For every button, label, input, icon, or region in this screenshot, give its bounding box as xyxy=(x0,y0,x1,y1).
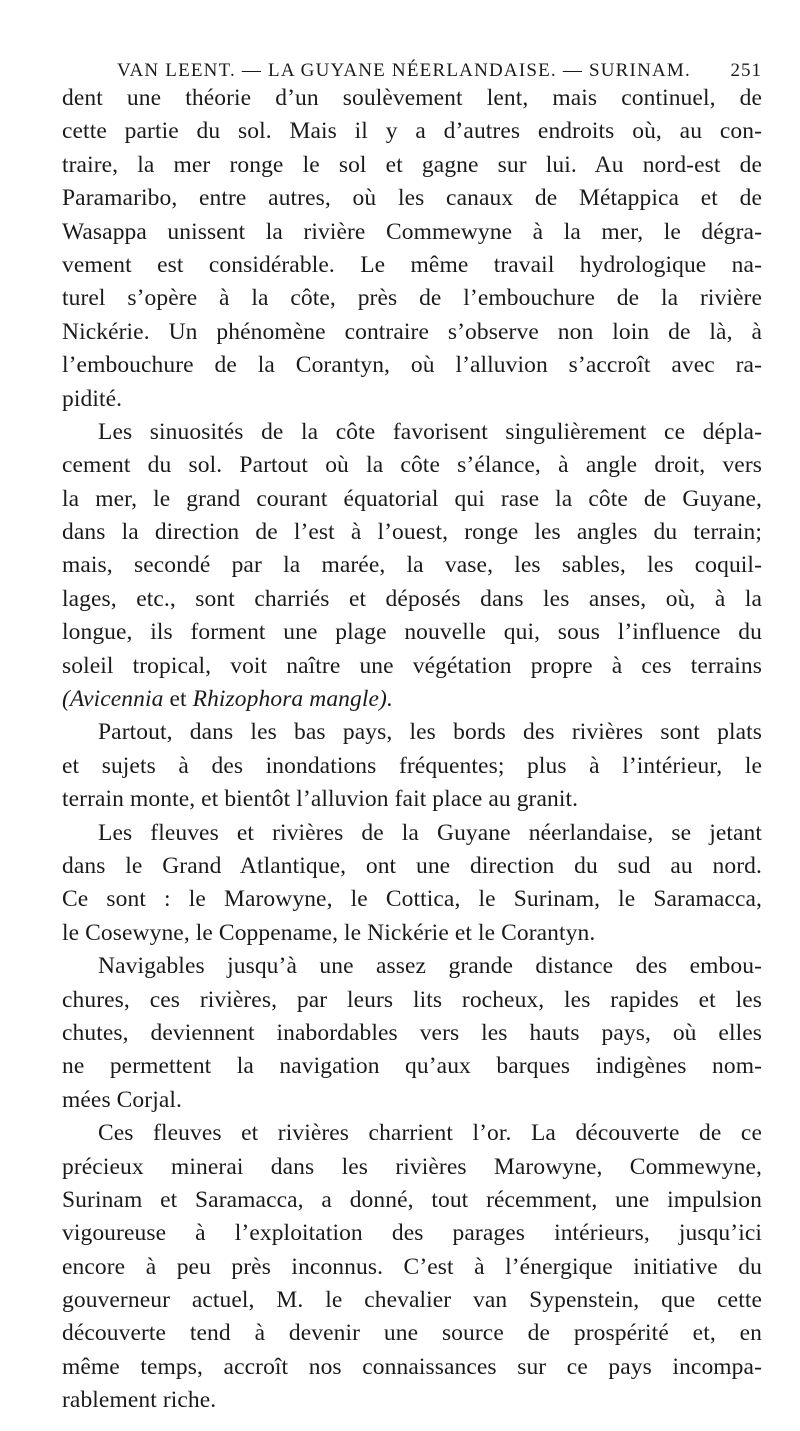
text-line: Wasappa unissent la rivière Commewyne à la mer, le dégra- xyxy=(62,218,762,245)
text-line: Navigables jusqu’à une assez grande distance des embou- xyxy=(98,953,762,980)
italic-run: Rhizophora mangle). xyxy=(192,686,393,713)
text-line: lages, etc., sont charriés et déposés dans les anses, où, à la xyxy=(62,585,762,612)
text-line: Nickérie. Un phénomène contraire s’observe non loin de là, à xyxy=(62,318,762,345)
text-line: longue, ils forment une plage nouvelle qui, sous l’influence du xyxy=(62,619,762,646)
text-line: mais, secondé par la marée, la vase, les sables, les coquil- xyxy=(62,552,762,579)
text-line: Paramaribo, entre autres, où les canaux de Métappica et de xyxy=(62,185,762,212)
paragraph-navigables xyxy=(62,950,762,1117)
text-line: mées Corjal. xyxy=(62,1086,182,1113)
text-line: dans le Grand Atlantique, ont une direction du sud au nord. xyxy=(62,852,762,879)
text-line: cement du sol. Partout où la côte s’élance, à angle droit, vers xyxy=(62,452,762,479)
text-line: vigoureuse à l’exploitation des parages intérieurs, jusqu’ici xyxy=(62,1220,762,1247)
text-line: chures, ces rivières, par leurs lits rocheux, les rapides et les xyxy=(62,986,762,1013)
paragraph-theorie xyxy=(62,82,762,416)
paragraph-bas-pays xyxy=(62,716,762,816)
text-line: Ces fleuves et rivières charrient l’or. La découverte de ce xyxy=(98,1120,762,1147)
text-line: la mer, le grand courant équatorial qui rase la côte de Guyane, xyxy=(62,485,762,512)
text-line xyxy=(62,683,762,716)
roman-run: et xyxy=(163,686,193,713)
text-line: Surinam et Saramacca, a donné, tout récemment, une impulsion xyxy=(62,1186,762,1213)
italic-run: (Avicennia xyxy=(62,686,164,713)
text-line: précieux minerai dans les rivières Marowyne, Commewyne, xyxy=(62,1153,762,1180)
body-text xyxy=(62,82,762,1418)
page-number: 251 xyxy=(730,60,762,81)
text-line: vement est considérable. Le même travail hydrologique na- xyxy=(62,251,762,278)
text-line: encore à peu près inconnus. C’est à l’énergique initiative du xyxy=(62,1253,762,1280)
text-line: terrain monte, et bientôt l’alluvion fait place au granit. xyxy=(62,786,579,813)
text-line: et sujets à des inondations fréquentes; plus à l’intérieur, le xyxy=(62,752,762,779)
paragraph-fleuves xyxy=(62,817,762,951)
text-line: le Cosewyne, le Coppename, le Nickérie et le Corantyn. xyxy=(62,919,596,946)
text-line: rablement riche. xyxy=(62,1387,217,1414)
paragraph-sinuosites xyxy=(62,416,762,717)
text-line: découverte tend à devenir une source de prospérité et, en xyxy=(62,1320,762,1347)
text-line: pidité. xyxy=(62,385,123,412)
text-line: Les sinuosités de la côte favorisent singulièrement ce dépla- xyxy=(98,418,762,445)
text-line: Les fleuves et rivières de la Guyane néerlandaise, se jetant xyxy=(98,819,762,846)
text-line: Ce sont : le Marowyne, le Cottica, le Surinam, le Saramacca, xyxy=(62,886,762,913)
text-line: chutes, deviennent inabordables vers les hauts pays, où elles xyxy=(62,1019,762,1046)
paragraph-or xyxy=(62,1117,762,1418)
text-line: dans la direction de l’est à l’ouest, ronge les angles du terrain; xyxy=(62,519,762,546)
text-line: l’embouchure de la Corantyn, où l’alluvion s’accroît avec ra- xyxy=(62,352,762,379)
text-line: turel s’opère à la côte, près de l’embouchure de la rivière xyxy=(62,285,762,312)
text-line: traire, la mer ronge le sol et gagne sur lui. Au nord-est de xyxy=(62,151,762,178)
text-line: soleil tropical, voit naître une végétation propre à ces terrains xyxy=(62,652,762,679)
text-line: gouverneur actuel, M. le chevalier van Sypenstein, que cette xyxy=(62,1287,762,1314)
running-title: VAN LEENT. — LA GUYANE NÉERLANDAISE. — SURINAM. xyxy=(117,60,691,81)
text-line: Partout, dans les bas pays, les bords des rivières sont plats xyxy=(98,719,762,746)
text-line: cette partie du sol. Mais il y a d’autres endroits où, au con- xyxy=(62,118,762,145)
text-line: dent une théorie d’un soulèvement lent, mais continuel, de xyxy=(62,85,762,111)
text-line: ne permettent la navigation qu’aux barques indigènes nom- xyxy=(62,1053,762,1080)
text-line: même temps, accroît nos connaissances sur ce pays incompa- xyxy=(62,1353,762,1380)
